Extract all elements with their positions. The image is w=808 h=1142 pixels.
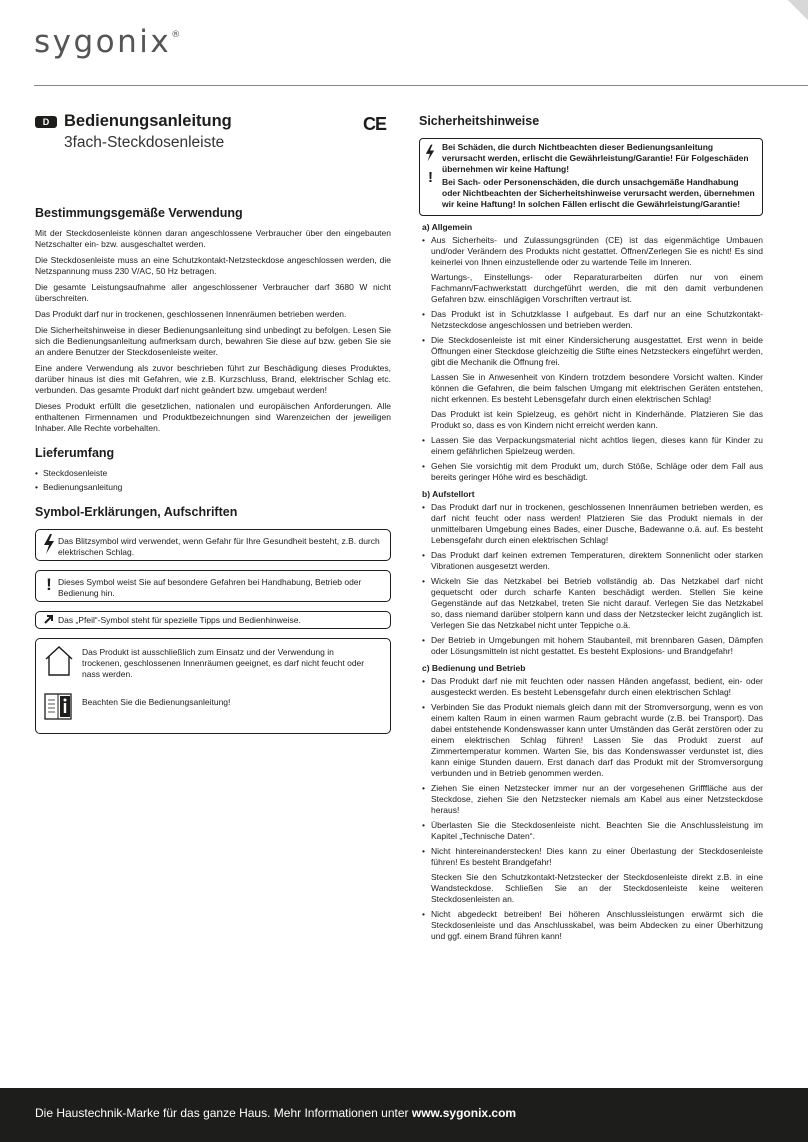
general-list [419, 235, 763, 483]
scope-heading: Lieferumfang [35, 446, 115, 460]
intended-use-section [35, 206, 391, 434]
ce-mark-icon: CE [363, 114, 387, 134]
lightning-symbol-box [35, 529, 391, 561]
scope-list [35, 468, 391, 493]
list-item [422, 435, 763, 457]
left-column [35, 112, 391, 743]
page-corner-fold [788, 0, 808, 20]
arrow-symbol-text: Das „Pfeil“-Symbol steht für spezielle Tipps und Bedienhinweise. [58, 615, 301, 625]
paragraph: Dieses Produkt erfüllt die gesetzlichen, nationalen und europäischen Anforderungen. Alle enthaltenen Firmennamen und Produktbezeichnungen sind Warenzeichen der jeweiligen Inhaber. Alle Rechte vorbehalten. [35, 401, 391, 433]
language-badge: D [35, 116, 57, 128]
lightning-icon [425, 144, 435, 165]
list-item-continuation: Wartungs-, Einstellungs- oder Reparaturarbeiten dürfen nur von einem Fachmann/Fachwerkstatt durchgeführt werden, die mit den damit verbundenen Gefahren bzw. einschlägigen Vorschriften vertraut ist. [431, 272, 763, 304]
section-heading: c) Bedienung und Betrieb [422, 663, 526, 673]
arrow-icon [42, 614, 56, 627]
exclamation-symbol-box [35, 570, 391, 602]
location-list [419, 502, 763, 657]
read-manual-icon [44, 691, 74, 721]
exclamation-symbol-text: Dieses Symbol weist Sie auf besondere Gefahren bei Handhabung, Betrieb oder Bedienung hin. [58, 577, 362, 598]
house-manual-symbol-box [35, 638, 391, 734]
paragraph: Die Sicherheitshinweise in dieser Bedienungsanleitung sind unbedingt zu befolgen. Lesen Sie sich die Bedienungsanleitung aufmerksam durch, bewahren Sie diese auf bzw. geben Sie sie an andere Benutzer der Steckdosenleiste weiter. [35, 325, 391, 357]
list-item: • Verbinden Sie das Produkt niemals gleich dann mit der Stromversorgung, wenn es von einem kalten Raum in einen warmen Raum gebracht wurde (z.B. bei Transport). Das dabei entstehende Kondenswasser kann unter Umständen das Gerät zerstören oder zu einem elektrischen Schlag führen! Lassen Sie das Produkt zuerst auf Zimmertemperatur kommen. Warten Sie, bis das Kondenswasser verdunstet ist, dies kann einige Stunden dauern. Erst danach darf das Produkt mit der Stromversorgung verbunden und in Betrieb genommen werden. [422, 702, 763, 779]
list-item-continuation: Das Produkt ist kein Spielzeug, es gehört nicht in Kinderhände. Platzieren Sie das Produkt so, dass es von Kindern nicht erreicht werden kann. [431, 409, 763, 430]
warning-text: Bei Sach- oder Personenschäden, die durch unsachgemäße Handhabung oder Nichtbeachten der Sicherheitshinweise verursacht werden, übernehmen wir keine Haftung! In solchen Fällen erlischt die Gewährleistung/Garantie! [442, 177, 755, 209]
header-rule [34, 85, 808, 86]
list-item: • Das Produkt darf nur in trockenen, geschlossenen Innenräumen betrieben werden, es darf nicht feucht oder nass werden! Platzieren Sie das Produkt niemals in der unmittelbaren Umgebung eines Bades, einer Dusche, Badewanne o.ä. auf. Es besteht Lebensgefahr durch einen elektrischen Schlag! [422, 502, 763, 546]
intended-use-heading: Bestimmungsgemäße Verwendung [35, 206, 243, 220]
list-item [422, 309, 763, 331]
list-item: • Wickeln Sie das Netzkabel bei Betrieb vollständig ab. Das Netzkabel darf nicht gequetscht oder durch scharfe Kanten beschädigt werden. Stellen Sie keine Gegenstände auf das Netzkabel, treten Sie nicht darauf. Verlegen Sie das Netzkabel so, dass niemand darüber stolpern kann und dass der Netzstecker leicht zugänglich ist. Verlegen Sie das Netzkabel nicht unter Teppiche o.ä. [422, 576, 763, 631]
symbols-section [35, 505, 391, 734]
warning-text: Bei Schäden, die durch Nichtbeachten dieser Bedienungsanleitung verursacht werden, erlischt die Gewährleistung/Garantie! Für Folgeschäden übernehmen wir keine Haftung! [442, 142, 749, 174]
list-item: • Steckdosenleiste [35, 468, 391, 479]
warning-box [419, 138, 763, 216]
symbols-heading: Symbol-Erklärungen, Aufschriften [35, 505, 238, 519]
document-title: Bedienungsanleitung [64, 112, 232, 130]
arrow-symbol-box [35, 611, 391, 629]
list-item: • Das Produkt darf keinen extremen Temperaturen, direktem Sonnenlicht oder starken Vibrationen ausgesetzt werden. [422, 550, 763, 572]
footer-text-main: Die Haustechnik-Marke für das ganze Haus. Mehr Informationen unter [35, 1106, 409, 1120]
list-item-text: Aus Sicherheits- und Zulassungsgründen (CE) ist das eigenmächtige Umbauen und/oder Verändern des Produkts nicht gestattet. Öffnen/Zerlegen Sie es nicht! Es sind keinerlei von Ihnen einzustellende oder zu wartende Teile im Inneren. [431, 235, 763, 267]
list-item: • Überlasten Sie die Steckdosenleiste nicht. Beachten Sie die Anschlussleistung im Kapitel „Technische Daten“. [422, 820, 763, 842]
section-heading: a) Allgemein [422, 222, 473, 232]
list-item [422, 461, 763, 483]
title-block [35, 112, 391, 156]
list-item: • Bedienungsanleitung [35, 482, 391, 493]
scope-section [35, 446, 391, 493]
paragraph: Die gesamte Leistungsaufnahme aller angeschlossener Verbraucher darf 3680 W nicht überschreiten. [35, 282, 391, 303]
paragraph: Das Produkt darf nur in trockenen, geschlossenen Innenräumen betrieben werden. [35, 309, 347, 319]
paragraph: Eine andere Verwendung als zuvor beschrieben führt zur Beschädigung dieses Produktes, darüber hinaus ist dies mit Gefahren, wie z.B. Kurzschluss, Brand, elektrischer Schlag etc. verbunden. Das gesamte Produkt darf nicht geändert bzw. umgebaut werden! [35, 363, 391, 395]
exclamation-icon: ! [428, 169, 433, 186]
list-item-text: Gehen Sie vorsichtig mit dem Produkt um, durch Stöße, Schläge oder dem Fall aus bereits geringer Höhe wird es beschädigt. [431, 461, 763, 482]
footer-link[interactable]: www.sygonix.com [411, 1106, 517, 1120]
list-item: • Das Produkt darf nie mit feuchten oder nassen Händen angefasst, bedient, ein- oder ausgesteckt werden. Es besteht Lebensgefahr durch einen elektrischen Schlag! [422, 676, 763, 698]
list-item: • Ziehen Sie einen Netzstecker immer nur an der vorgesehenen Grifffläche aus der Steckdose, ziehen Sie den Netzstecker niemals am Kabel aus einer Netzsteckdose heraus! [422, 783, 763, 816]
registered-mark: ® [171, 30, 181, 40]
paragraph: Mit der Steckdosenleiste können daran angeschlossene Verbraucher über den eingebauten Netzschalter ein- bzw. ausgeschaltet werden. [35, 228, 391, 249]
lightning-icon [42, 534, 56, 559]
list-item-text: Das Produkt ist in Schutzklasse I aufgebaut. Es darf nur an eine Schutzkontakt-Netzsteckdose angeschlossen und betrieben werden. [431, 309, 763, 330]
list-item [422, 846, 763, 905]
brand-logo-text: sygonix [34, 24, 172, 60]
footer-bar [0, 1088, 808, 1142]
brand-logo [34, 24, 180, 60]
exclamation-icon: ! [46, 575, 52, 594]
operation-list [419, 676, 763, 942]
list-item [422, 235, 763, 305]
list-item: • Der Betrieb in Umgebungen mit hohem Staubanteil, mit brennbaren Gasen, Dämpfen oder Lösungsmitteln ist nicht gestattet. Es besteht Explosions- und Brandgefahr! [422, 635, 763, 657]
list-item-text: Die Steckdosenleiste ist mit einer Kindersicherung ausgestattet. Erst wenn in beide Öffnungen einer Steckdose gleichzeitig die Stifte eines Netzsteckers eingeführt werden, gibt die Mechanik die Öffnung frei. [431, 335, 763, 367]
right-column [419, 114, 763, 946]
list-item-continuation: Lassen Sie in Anwesenheit von Kindern trotzdem besondere Vorsicht walten. Kinder können die Gefahren, die beim falschen Umgang mit elektrischen Geräten entstehen, nicht erkennen. Es besteht Lebensgefahr durch einen elektrischen Schlag! [431, 372, 763, 404]
lightning-symbol-text: Das Blitzsymbol wird verwendet, wenn Gefahr für Ihre Gesundheit besteht, z.B. durch elektrischen Schlag. [58, 536, 380, 557]
list-item [422, 335, 763, 431]
list-item-continuation: Stecken Sie den Schutzkontakt-Netzstecker der Steckdosenleiste direkt z.B. in eine Wandsteckdose. Schließen Sie an der Steckdosenleiste keine weiteren Steckdosenleisten an. [431, 872, 763, 904]
list-item: • Nicht abgedeckt betreiben! Bei höheren Anschlussleistungen erwärmt sich die Steckdosenleiste und das Anschlusskabel, was beim Abdecken zu einer Überhitzung und ggf. einem Brand führen kann! [422, 909, 763, 942]
footer-text [35, 1106, 516, 1120]
section-heading: b) Aufstellort [422, 489, 475, 499]
house-symbol-text: Das Produkt ist ausschließlich zum Einsatz und der Verwendung in trockenen, geschlossenen Innenräumen geeignet, es darf nicht feucht oder nass werden. [82, 647, 365, 679]
list-item-text: Lassen Sie das Verpackungsmaterial nicht achtlos liegen, dieses kann für Kinder zu einem gefährlichen Spielzeug werden. [431, 435, 763, 456]
manual-symbol-text: Beachten Sie die Bedienungsanleitung! [82, 697, 231, 707]
paragraph: Die Steckdosenleiste muss an eine Schutzkontakt-Netzsteckdose angeschlossen werden, die Netzspannung muss 230 V/AC, 50 Hz betragen. [35, 255, 391, 276]
list-item-text: Nicht hintereinanderstecken! Dies kann zu einer Überlastung der Steckdosenleiste führen! Es besteht Brandgefahr! [431, 846, 763, 867]
house-icon [44, 645, 74, 677]
safety-heading: Sicherheitshinweise [419, 114, 540, 128]
document-subtitle: 3fach-Steckdosenleiste [64, 134, 225, 151]
